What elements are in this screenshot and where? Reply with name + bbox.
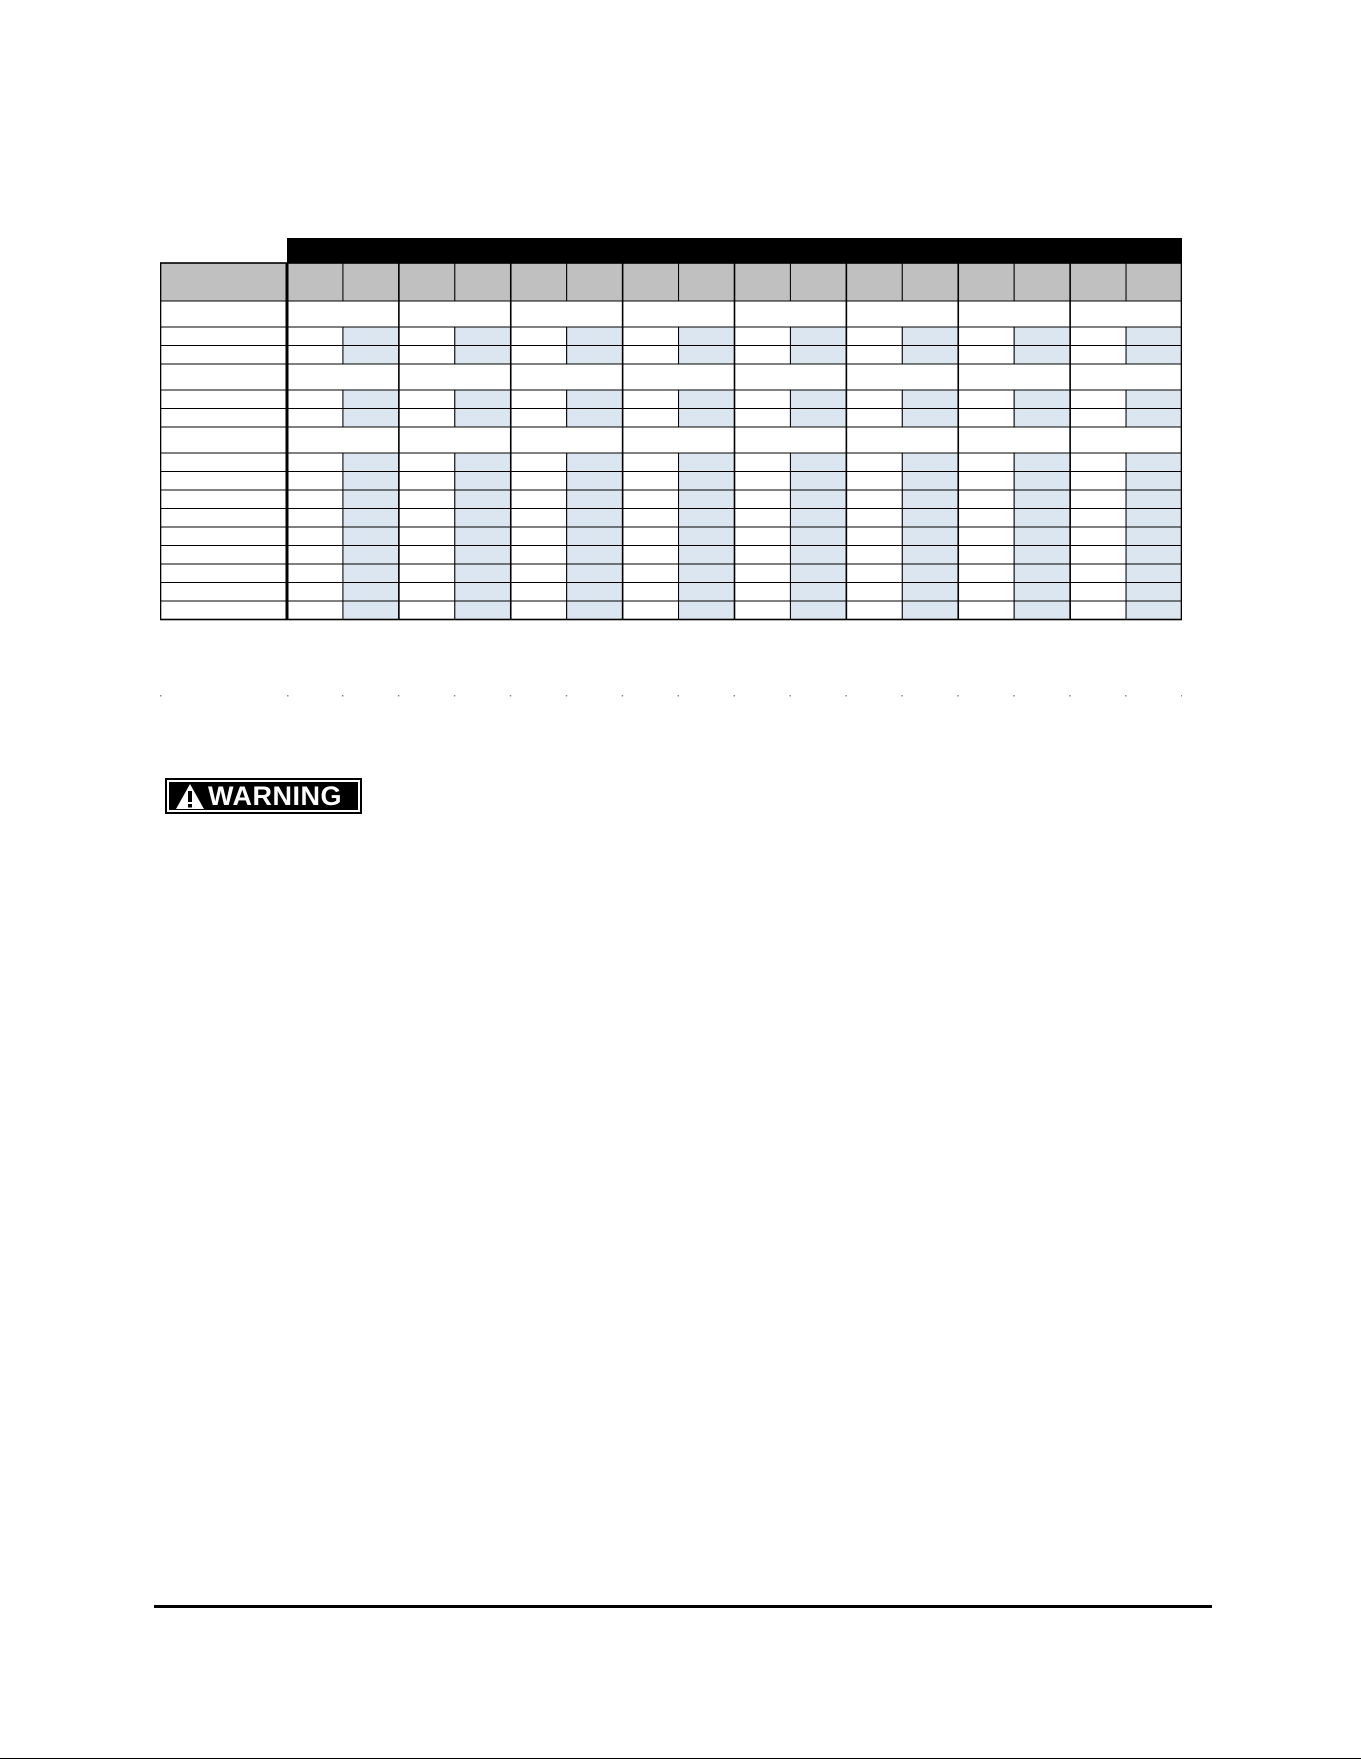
table-cell xyxy=(399,453,455,472)
table-header-cell xyxy=(958,263,1014,301)
table-cell xyxy=(1126,546,1182,565)
table-cell xyxy=(1070,546,1126,565)
table-cell xyxy=(902,327,958,346)
table-cell xyxy=(511,490,567,509)
table-row-label-cell xyxy=(161,390,288,409)
table-cell xyxy=(735,583,791,602)
table-cell xyxy=(902,346,958,365)
table-cell xyxy=(790,601,846,620)
dotted-separator xyxy=(160,695,1182,697)
table-cell xyxy=(455,327,511,346)
table-cell xyxy=(735,527,791,546)
table-row-label-cell xyxy=(161,509,288,528)
table-cell xyxy=(735,327,791,346)
table-cell xyxy=(1014,409,1070,428)
table-cell xyxy=(623,583,679,602)
table-cell xyxy=(679,601,735,620)
table-cell xyxy=(790,509,846,528)
table-cell xyxy=(679,527,735,546)
table-cell xyxy=(287,390,343,409)
table-cell xyxy=(679,546,735,565)
table-cell xyxy=(287,583,343,602)
table-cell xyxy=(623,327,679,346)
table-cell xyxy=(511,327,567,346)
table-cell xyxy=(735,490,791,509)
table-cell xyxy=(511,472,567,491)
table-cell xyxy=(1126,472,1182,491)
table-header-cell xyxy=(511,263,567,301)
table-cell xyxy=(679,346,735,365)
table-cell xyxy=(455,409,511,428)
table-cell xyxy=(623,409,679,428)
table-row-label-cell xyxy=(161,601,288,620)
table-cell xyxy=(399,490,455,509)
table-cell xyxy=(511,409,567,428)
table-cell xyxy=(1126,509,1182,528)
table-header-cell xyxy=(790,263,846,301)
table-cell xyxy=(846,390,902,409)
table-cell xyxy=(623,346,679,365)
table-cell xyxy=(399,327,455,346)
table-cell xyxy=(958,346,1014,365)
table-cell xyxy=(343,327,399,346)
separator-dot xyxy=(1125,695,1127,697)
table-cell xyxy=(790,390,846,409)
table-cell xyxy=(790,327,846,346)
table-cell xyxy=(1070,409,1126,428)
table-cell xyxy=(399,390,455,409)
separator-dot xyxy=(454,695,456,697)
table-cell xyxy=(1070,327,1126,346)
table-cell xyxy=(735,453,791,472)
table-cell xyxy=(399,601,455,620)
table-cell xyxy=(1014,583,1070,602)
table-cell xyxy=(902,527,958,546)
table-row-label-cell xyxy=(161,327,288,346)
table-cell xyxy=(511,564,567,583)
table-cell xyxy=(567,390,623,409)
table-cell xyxy=(790,490,846,509)
table-cell xyxy=(735,472,791,491)
table-header-cell xyxy=(735,263,791,301)
table-cell xyxy=(343,472,399,491)
table-section-row xyxy=(161,301,1182,327)
table-cell xyxy=(902,546,958,565)
table-cell xyxy=(679,327,735,346)
separator-dot xyxy=(160,695,162,697)
table-cell xyxy=(287,453,343,472)
table-header-cell xyxy=(679,263,735,301)
table-cell xyxy=(1126,583,1182,602)
table-cell xyxy=(790,346,846,365)
separator-dot xyxy=(1069,695,1071,697)
table-row-label-cell xyxy=(161,583,288,602)
table-cell xyxy=(455,490,511,509)
table-row-label-cell xyxy=(161,409,288,428)
table-cell xyxy=(399,546,455,565)
table-cell xyxy=(399,583,455,602)
table-cell xyxy=(958,472,1014,491)
table-row-label-cell xyxy=(161,472,288,491)
table-cell xyxy=(846,409,902,428)
page-bottom-rule xyxy=(0,1758,1361,1759)
table-cell xyxy=(455,472,511,491)
table-cell xyxy=(511,390,567,409)
table-section-row xyxy=(161,427,1182,453)
table-cell xyxy=(567,509,623,528)
table-cell xyxy=(343,564,399,583)
table-cell xyxy=(679,490,735,509)
separator-dot xyxy=(845,695,847,697)
table-cell xyxy=(1014,601,1070,620)
table-cell xyxy=(623,472,679,491)
table-cell xyxy=(399,527,455,546)
table-cell xyxy=(287,327,343,346)
table-cell xyxy=(287,601,343,620)
table-header-band xyxy=(287,238,1182,263)
table-cell xyxy=(455,453,511,472)
table-header-cell xyxy=(1070,263,1126,301)
table-cell xyxy=(343,346,399,365)
table-cell xyxy=(1070,509,1126,528)
table-cell xyxy=(679,583,735,602)
separator-dot xyxy=(1181,695,1182,697)
table-cell xyxy=(1014,472,1070,491)
table-cell xyxy=(902,490,958,509)
table-row-label-cell xyxy=(161,490,288,509)
table-cell xyxy=(902,583,958,602)
table-cell xyxy=(1070,390,1126,409)
table-cell xyxy=(1070,583,1126,602)
table-cell xyxy=(1014,509,1070,528)
table-cell xyxy=(1070,601,1126,620)
table-cell xyxy=(287,546,343,565)
table-cell xyxy=(455,583,511,602)
table-cell xyxy=(1126,490,1182,509)
table-header-cell xyxy=(567,263,623,301)
table-cell xyxy=(958,564,1014,583)
table-cell xyxy=(455,601,511,620)
table-cell xyxy=(958,601,1014,620)
table-cell xyxy=(902,564,958,583)
table-cell xyxy=(567,409,623,428)
table-cell xyxy=(1014,453,1070,472)
table-cell xyxy=(511,601,567,620)
table-cell xyxy=(511,509,567,528)
table-cell xyxy=(679,390,735,409)
table-cell xyxy=(846,527,902,546)
table-cell xyxy=(1070,346,1126,365)
separator-dot xyxy=(342,695,344,697)
table-cell xyxy=(623,490,679,509)
table-cell xyxy=(846,564,902,583)
table-cell xyxy=(623,564,679,583)
table-header-cell xyxy=(287,263,343,301)
separator-dot xyxy=(510,695,512,697)
table-cell xyxy=(958,583,1014,602)
separator-dot xyxy=(398,695,400,697)
table-cell xyxy=(287,472,343,491)
table-cell xyxy=(567,453,623,472)
table-cell xyxy=(1126,327,1182,346)
table-cell xyxy=(846,509,902,528)
table-cell xyxy=(846,601,902,620)
table-cell xyxy=(455,346,511,365)
table-header-cell xyxy=(343,263,399,301)
table-cell xyxy=(958,546,1014,565)
table-cell xyxy=(455,509,511,528)
table-cell xyxy=(1014,546,1070,565)
table-cell xyxy=(790,527,846,546)
table-cell xyxy=(455,527,511,546)
table-cell xyxy=(1070,453,1126,472)
table-cell xyxy=(511,453,567,472)
table-cell xyxy=(846,490,902,509)
table-cell xyxy=(343,601,399,620)
separator-dot xyxy=(287,695,289,697)
table-cell xyxy=(1126,346,1182,365)
table-cell xyxy=(958,527,1014,546)
separator-dot xyxy=(678,695,680,697)
table-cell xyxy=(790,564,846,583)
table-cell xyxy=(287,509,343,528)
table-header-cell xyxy=(455,263,511,301)
table-cell xyxy=(1126,564,1182,583)
table-cell xyxy=(343,509,399,528)
table-cell xyxy=(567,490,623,509)
table-cell xyxy=(287,527,343,546)
table-cell xyxy=(623,546,679,565)
table-cell xyxy=(623,527,679,546)
table-cell xyxy=(567,546,623,565)
table-cell xyxy=(958,409,1014,428)
table-cell xyxy=(1070,472,1126,491)
table-cell xyxy=(343,390,399,409)
table-cell xyxy=(567,327,623,346)
table-header-cell xyxy=(1014,263,1070,301)
table-cell xyxy=(902,390,958,409)
table-cell xyxy=(902,472,958,491)
separator-dot xyxy=(1013,695,1015,697)
table-cell xyxy=(1070,564,1126,583)
table-cell xyxy=(287,490,343,509)
table-header-cell xyxy=(399,263,455,301)
table-cell xyxy=(958,509,1014,528)
table-cell xyxy=(511,546,567,565)
separator-dot xyxy=(901,695,903,697)
table-cell xyxy=(287,346,343,365)
table-cell xyxy=(623,601,679,620)
table-row-label-cell xyxy=(161,564,288,583)
table-cell xyxy=(343,583,399,602)
table-header-cell xyxy=(846,263,902,301)
table-cell xyxy=(1014,346,1070,365)
table-cell xyxy=(623,390,679,409)
table-cell xyxy=(958,490,1014,509)
table-cell xyxy=(511,583,567,602)
table-cell xyxy=(287,409,343,428)
table-cell xyxy=(567,583,623,602)
table-header-cell xyxy=(623,263,679,301)
specification-table-grid xyxy=(160,238,1182,621)
table-header-cell xyxy=(1126,263,1182,301)
table-cell xyxy=(790,583,846,602)
separator-dot xyxy=(566,695,568,697)
table-cell xyxy=(846,346,902,365)
table-cell xyxy=(846,327,902,346)
table-cell xyxy=(1070,490,1126,509)
table-cell xyxy=(790,453,846,472)
table-cell xyxy=(399,472,455,491)
table-cell xyxy=(958,327,1014,346)
table-cell xyxy=(1126,390,1182,409)
table-cell xyxy=(623,509,679,528)
table-cell xyxy=(399,509,455,528)
table-header-cell xyxy=(161,263,288,301)
table-cell xyxy=(567,472,623,491)
table-row-label-cell xyxy=(161,453,288,472)
table-cell xyxy=(455,564,511,583)
table-row-label-cell xyxy=(161,546,288,565)
table-cell xyxy=(1126,601,1182,620)
table-cell xyxy=(1126,527,1182,546)
table-cell xyxy=(735,546,791,565)
table-cell xyxy=(679,453,735,472)
table-row-label-cell xyxy=(161,527,288,546)
table-cell xyxy=(790,472,846,491)
table-row-label-cell xyxy=(161,346,288,365)
separator-dot xyxy=(622,695,624,697)
warning-triangle-icon xyxy=(175,783,205,810)
table-cell xyxy=(1126,453,1182,472)
table-cell xyxy=(679,472,735,491)
table-cell xyxy=(679,509,735,528)
table-cell xyxy=(399,409,455,428)
table-cell xyxy=(455,546,511,565)
footer-rule xyxy=(154,1605,1212,1608)
table-cell xyxy=(1014,527,1070,546)
table-cell xyxy=(735,564,791,583)
table-cell xyxy=(567,527,623,546)
table-cell xyxy=(902,601,958,620)
table-cell xyxy=(958,453,1014,472)
specification-table xyxy=(160,238,1182,621)
table-cell xyxy=(846,546,902,565)
table-cell xyxy=(735,601,791,620)
separator-dot xyxy=(789,695,791,697)
table-cell xyxy=(790,409,846,428)
table-cell xyxy=(1014,390,1070,409)
table-cell xyxy=(902,409,958,428)
table-cell xyxy=(511,346,567,365)
table-cell xyxy=(735,346,791,365)
table-cell xyxy=(790,546,846,565)
table-cell xyxy=(846,472,902,491)
table-cell xyxy=(735,509,791,528)
table-cell xyxy=(343,527,399,546)
table-cell xyxy=(679,409,735,428)
table-cell xyxy=(343,453,399,472)
table-cell xyxy=(1014,490,1070,509)
table-cell xyxy=(343,490,399,509)
table-cell xyxy=(735,390,791,409)
table-cell xyxy=(623,453,679,472)
table-cell xyxy=(287,564,343,583)
table-cell xyxy=(679,564,735,583)
warning-label-text: WARNING xyxy=(208,780,342,811)
table-cell xyxy=(1014,564,1070,583)
table-cell xyxy=(846,583,902,602)
table-cell xyxy=(399,346,455,365)
table-cell xyxy=(1126,409,1182,428)
table-cell xyxy=(567,601,623,620)
table-cell xyxy=(846,453,902,472)
separator-dot xyxy=(734,695,736,697)
table-cell xyxy=(958,390,1014,409)
table-cell xyxy=(1070,527,1126,546)
table-cell xyxy=(455,390,511,409)
separator-dot xyxy=(957,695,959,697)
table-cell xyxy=(399,564,455,583)
table-cell xyxy=(902,509,958,528)
table-section-row xyxy=(161,364,1182,390)
warning-label xyxy=(165,778,362,814)
table-cell xyxy=(343,409,399,428)
table-cell xyxy=(902,453,958,472)
table-cell xyxy=(1014,327,1070,346)
table-cell xyxy=(567,564,623,583)
table-cell xyxy=(343,546,399,565)
table-cell xyxy=(567,346,623,365)
table-header-cell xyxy=(902,263,958,301)
table-cell xyxy=(511,527,567,546)
table-cell xyxy=(735,409,791,428)
